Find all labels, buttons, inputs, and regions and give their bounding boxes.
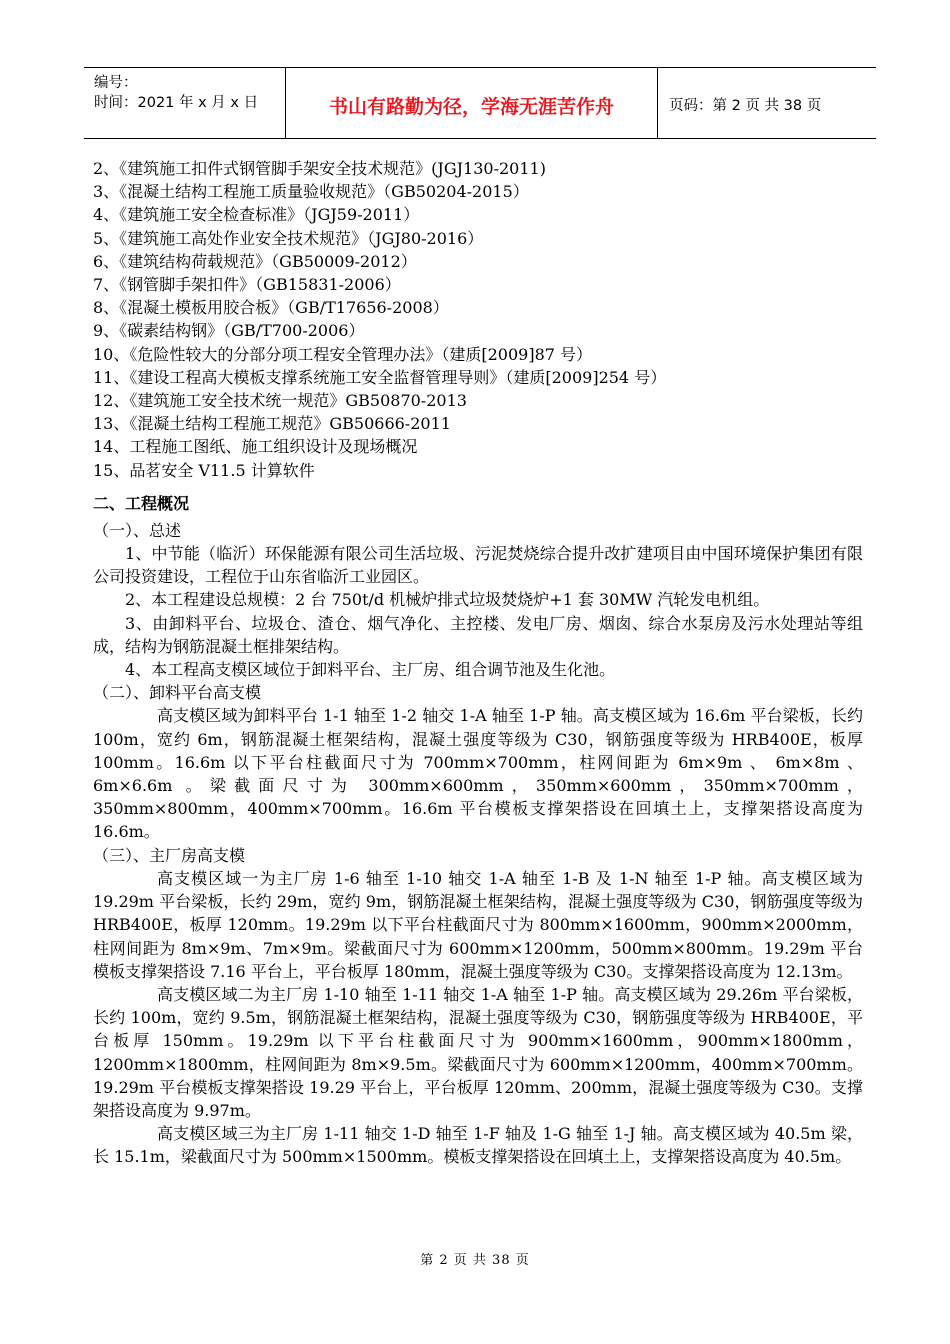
reference-item: 2、《建筑施工扣件式钢管脚手架安全技术规范》(JGJ130-2011) bbox=[93, 159, 546, 178]
reference-item: 6、《建筑结构荷载规范》（GB50009-2012） bbox=[93, 251, 417, 271]
header-page-number: 页码：第 2 页 共 38 页 bbox=[669, 98, 822, 114]
reference-item: 11、《建设工程高大模板支撑系统施工安全监督管理导则》（建质[2009]254 号） bbox=[93, 367, 667, 387]
reference-item: 12、《建筑施工安全技术统一规范》GB50870-2013 bbox=[93, 391, 467, 411]
page-footer: 第 2 页 共 38 页 bbox=[420, 1253, 530, 1268]
overview-paragraph: 1、中节能（临沂）环保能源有限公司生活垃圾、污泥焚烧综合提升改扩建项目由中国环境保护集团有限公司投资建设，工程位于山东省临沂工业园区。 bbox=[93, 544, 863, 587]
main-plant-paragraph: 高支模区域二为主厂房 1-10 轴至 1-11 轴交 1-A 轴至 1-P 轴。高支模区域为 29.26m 平台梁板，长约 100m，宽约 9.5m，钢筋混凝土框架结构，混凝土强度等级为 C30，钢筋强度等级为 HRB400E，平台板厚 150mm。19.29m 以下平台柱截面尺寸为 900mm×1600mm，900mm×1800mm，1200mm×1800mm，柱网间距为 8m×9.5m。梁截面尺寸为 600mm×1200mm，400mm×700mm。19.29m 平台模板支撑架搭设 19.29 平台上，平台板厚 120mm、200mm，混凝土强度等级为 C30。支撑架搭设高度为 9.97m。 bbox=[93, 984, 863, 1120]
header-time: 时间：2021 年 x 月 x 日 bbox=[94, 95, 259, 111]
reference-item: 7、《钢管脚手架扣件》（GB15831-2006） bbox=[93, 275, 401, 295]
overview-paragraph: 2、本工程建设总规模：2 台 750t/d 机械炉排式垃圾焚烧炉+1 套 30MW 汽轮发电机组。 bbox=[125, 590, 770, 610]
subsection-title-main-plant: （三）、主厂房高支模 bbox=[93, 845, 246, 865]
reference-item: 8、《混凝土模板用胶合板》（GB/T17656-2008） bbox=[93, 298, 449, 318]
page-header bbox=[84, 67, 876, 139]
main-plant-paragraph: 高支模区域三为主厂房 1-11 轴交 1-D 轴至 1-F 轴及 1-G 轴至 1-J 轴。高支模区域为 40.5m 梁，长 15.1m，梁截面尺寸为 500mm×1500mm。模板支撑架搭设在回填土上，支撑架搭设高度为 40.5m。 bbox=[93, 1124, 863, 1167]
document-body bbox=[93, 157, 863, 1169]
overview-paragraph: 4、本工程高支模区域位于卸料平台、主厂房、组合调节池及生化池。 bbox=[125, 660, 616, 680]
header-motto: 书山有路勤为径，学海无涯苦作舟 bbox=[286, 68, 658, 138]
subsection-title-unloading: （二）、卸料平台高支模 bbox=[93, 683, 262, 703]
header-number: 编号： bbox=[94, 75, 138, 91]
reference-item: 15、品茗安全 V11.5 计算软件 bbox=[93, 460, 315, 480]
unloading-paragraph: 高支模区域为卸料平台 1-1 轴至 1-2 轴交 1-A 轴至 1-P 轴。高支模区域为 16.6m 平台梁板，长约 100m，宽约 6m，钢筋混凝土框架结构，混凝土强度等级为 C30，钢筋强度等级为 HRB400E，板厚 100mm。16.6m 以下平台柱截面尺寸为 700mm×700mm，柱网间距为 6m×9m 、 6m×8m 、 6m×6.6m 。梁截面尺寸为 300mm×600mm，350mm×600mm，350mm×700mm，350mm×800mm，400mm×700mm。16.6m 平台模板支撑架搭设在回填土上，支撑架搭设高度为 16.6m。 bbox=[93, 706, 863, 842]
reference-item: 13、《混凝土结构工程施工规范》GB50666-2011 bbox=[93, 414, 451, 434]
section-heading: 二、工程概况 bbox=[93, 493, 190, 513]
overview-paragraph: 3、由卸料平台、垃圾仓、渣仓、烟气净化、主控楼、发电厂房、烟囱、综合水泵房及污水处理站等组成，结构为钢筋混凝土框排架结构。 bbox=[93, 613, 863, 656]
header-meta bbox=[84, 68, 286, 138]
subsection-title-overview: （一）、总述 bbox=[93, 520, 182, 540]
reference-item: 3、《混凝土结构工程施工质量验收规范》（GB50204-2015） bbox=[93, 182, 529, 202]
reference-item: 5、《建筑施工高处作业安全技术规范》（JGJ80-2016） bbox=[93, 228, 484, 248]
main-plant-paragraph: 高支模区域一为主厂房 1-6 轴至 1-10 轴交 1-A 轴至 1-B 及 1-N 轴至 1-P 轴。高支模区域为 19.29m 平台梁板，长约 29m，宽约 9m，钢筋混凝土框架结构，混凝土强度等级为 C30，钢筋强度等级为 HRB400E，板厚 120mm。19.29m 以下平台柱截面尺寸为 800mm×1600mm，900mm×2000mm，柱网间距为 8m×9m、7m×9m。梁截面尺寸为 600mm×1200mm，500mm×800mm。19.29m 平台模板支撑架搭设 7.16 平台上，平台板厚 180mm，混凝土强度等级为 C30。支撑架搭设高度为 12.13m。 bbox=[93, 868, 863, 981]
reference-item: 10、《危险性较大的分部分项工程安全管理办法》（建质[2009]87 号） bbox=[93, 344, 593, 364]
reference-list bbox=[93, 157, 863, 482]
reference-item: 14、工程施工图纸、施工组织设计及现场概况 bbox=[93, 437, 418, 457]
reference-item: 4、《建筑施工安全检查标准》（JGJ59-2011） bbox=[93, 205, 420, 225]
reference-item: 9、《碳素结构钢》（GB/T700-2006） bbox=[93, 321, 365, 341]
